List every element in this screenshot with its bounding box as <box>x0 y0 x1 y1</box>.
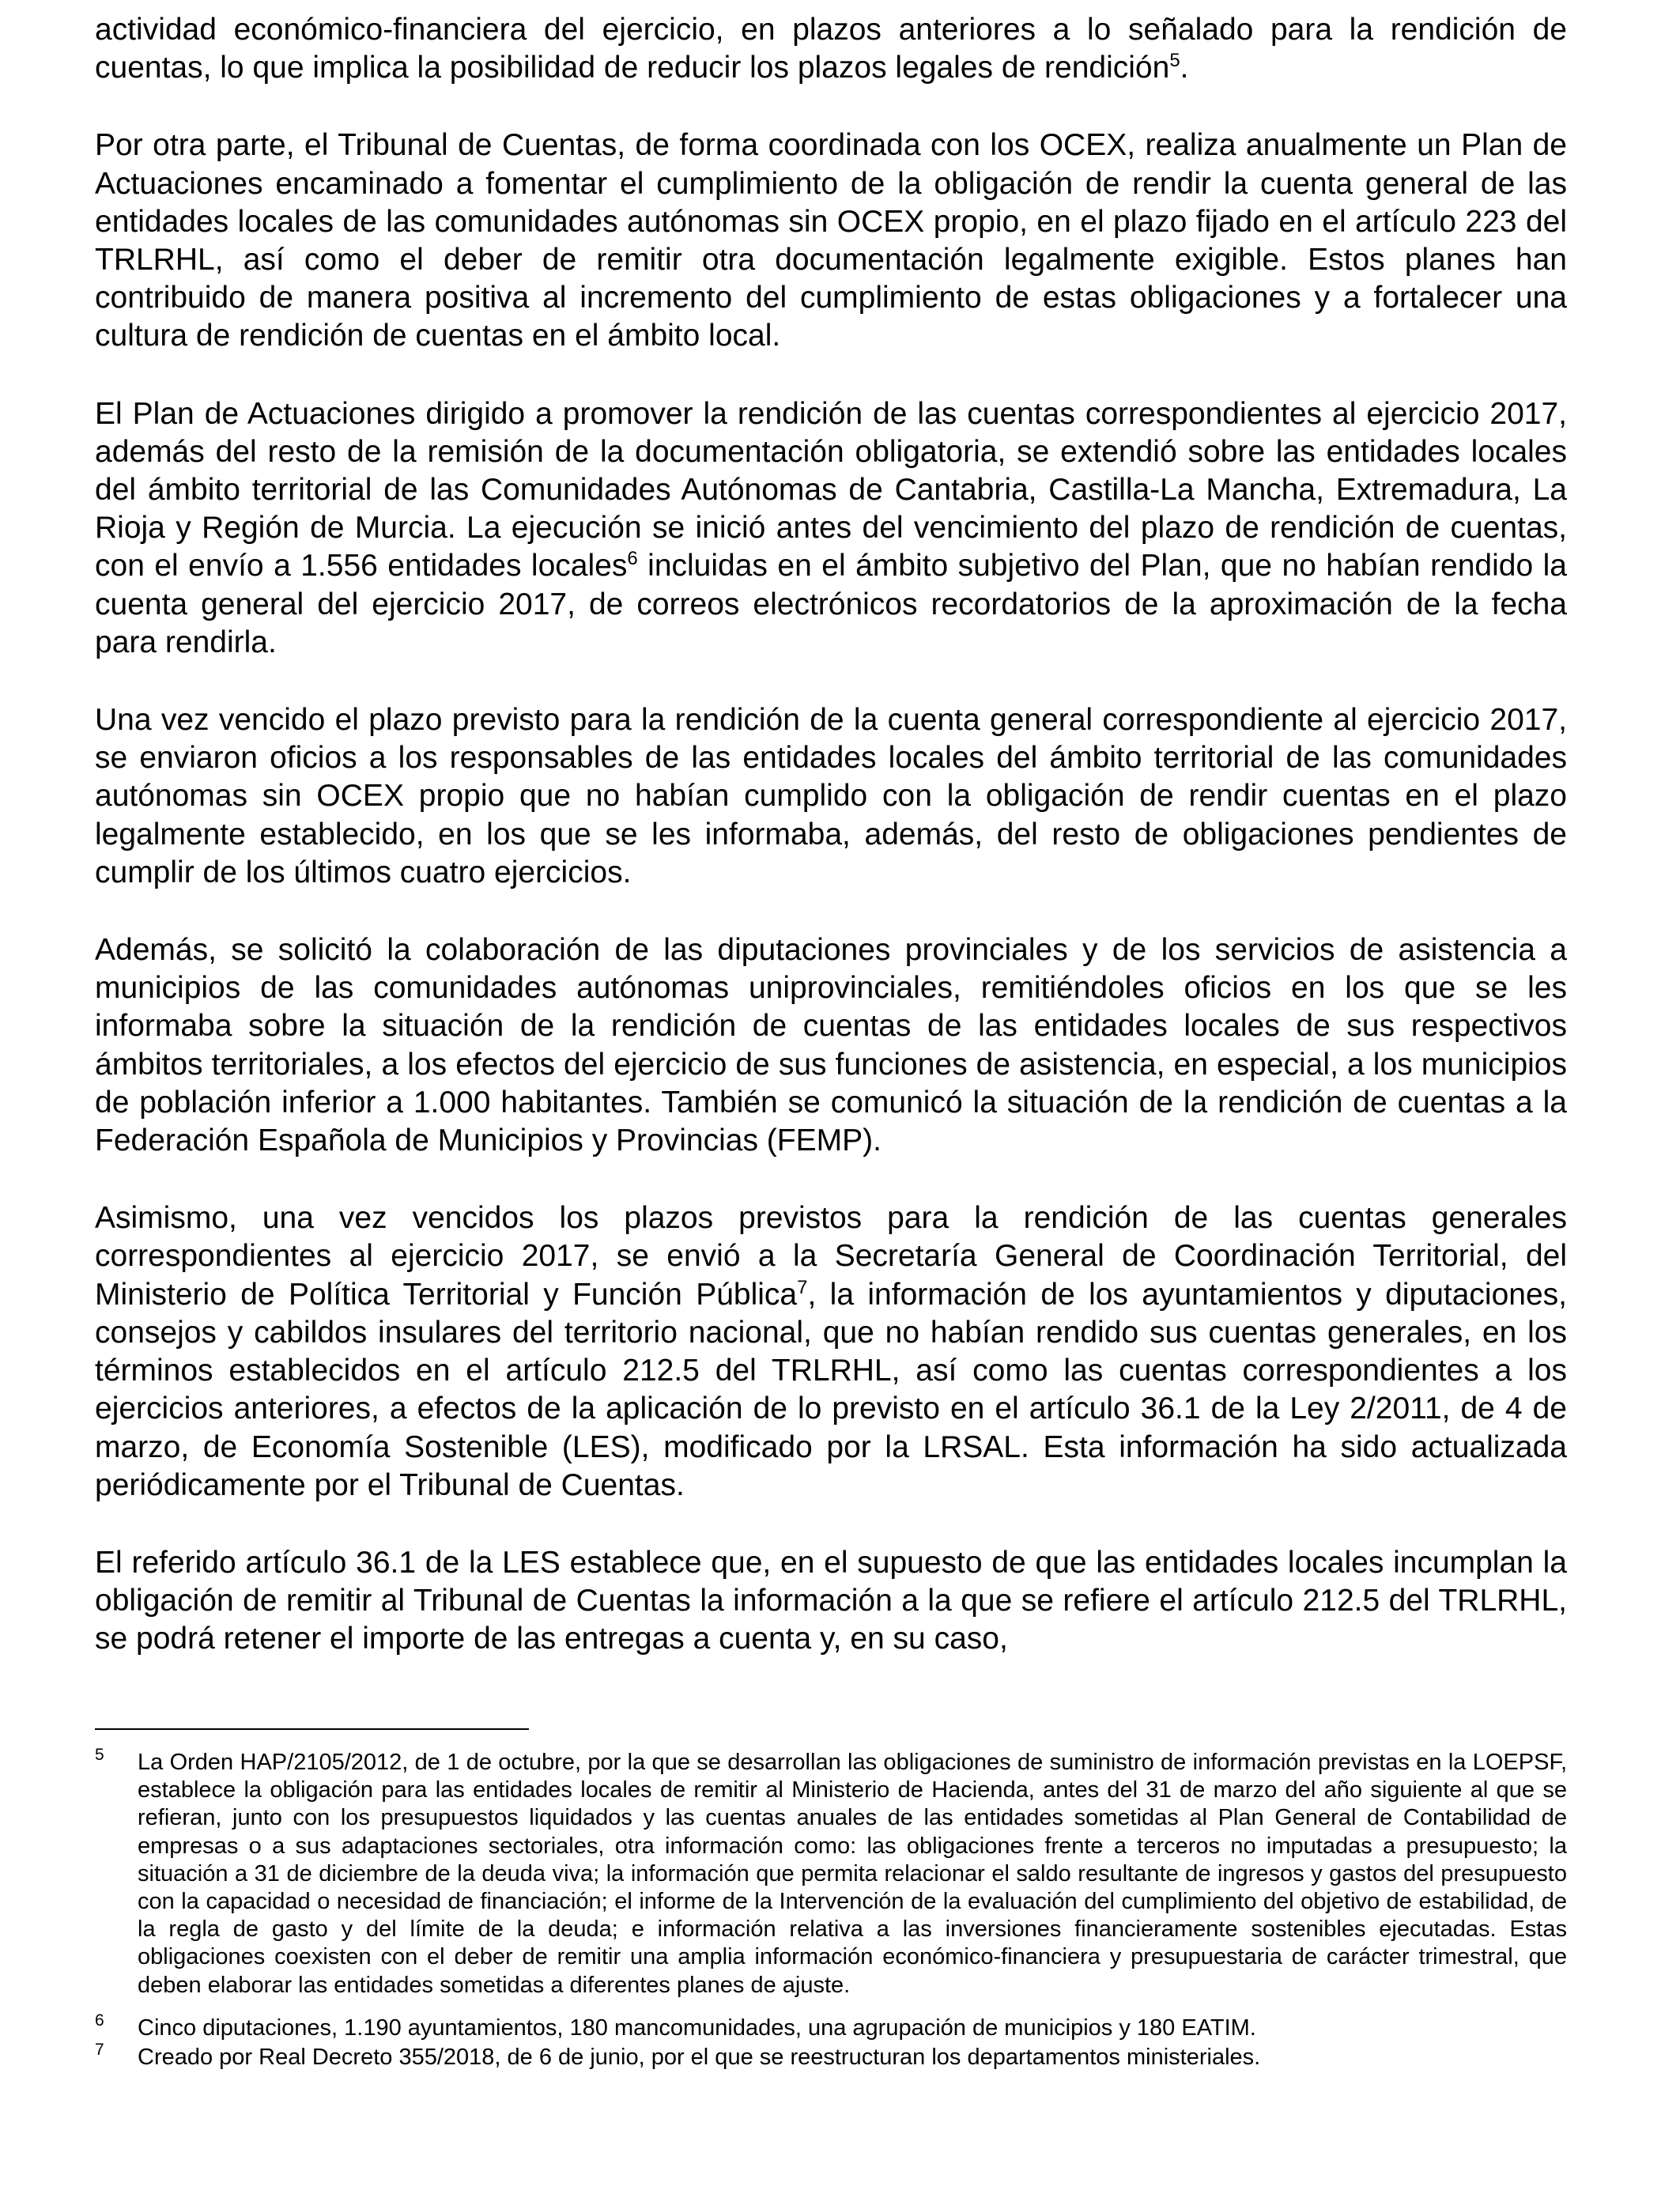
paragraph-6 <box>95 1199 1567 1505</box>
footnote-separator <box>95 1728 529 1730</box>
footnote-6 <box>95 2011 1567 2042</box>
paragraph-6-text: Asimismo, una vez vencidos los plazos previstos para la rendición de las cuentas generales correspondientes al ejercicio 2017, se envió a la Secretaría General de Coordinación Territorial, del Ministerio de Política Territorial y Función Pública <box>95 1201 1567 1312</box>
paragraph-3-text: El Plan de Actuaciones dirigido a promover la rendición de las cuentas correspondientes al ejercicio 2017, además del resto de la remisión de la documentación obligatoria, se extendió sobre las entidades locales del ámbito territorial de las Comunidades Autónomas de Cantabria, Castilla-La Mancha, Extremadura, La Rioja y Región de Murcia. La ejecución se inició antes del vencimiento del plazo de rendición de cuentas, con el envío a 1.556 entidades locales <box>95 396 1567 583</box>
paragraph-1 <box>95 11 1567 87</box>
paragraph-1-tail: . <box>1180 51 1189 85</box>
footnotes <box>95 1746 1567 2071</box>
footnote-text-5: La Orden HAP/2105/2012, de 1 de octubre, por la que se desarrollan las obligaciones de suministro de información previstas en la LOEPSF, establece la obligación para las entidades locales de remitir al Ministerio de Hacienda, antes del 31 de marzo del año siguiente al que se refieran, junto con los presupuestos liquidados y las cuentas anuales de las entidades sometidas al Plan General de Contabilidad de empresas o a sus adaptaciones sectoriales, otra información como: las obligaciones frente a terceros no imputadas a presupuesto; la situación a 31 de diciembre de la deuda viva; la información que permita relacionar el saldo resultante de ingresos y gastos del presupuesto con la capacidad o necesidad de financiación; el informe de la Intervención de la evaluación del cumplimiento del objetivo de estabilidad, de la regla de gasto y del límite de la deuda; e información relativa a las inversiones financieramente sostenibles ejecutadas. Estas obligaciones coexisten con el deber de remitir una amplia información económico-financiera y presupuestaria de carácter trimestral, que deben elaborar las entidades sometidas a diferentes planes de ajuste. <box>138 1750 1567 1998</box>
footnote-number-6: 6 <box>95 2011 104 2030</box>
paragraph-3 <box>95 395 1567 662</box>
paragraph-5: Además, se solicitó la colaboración de las diputaciones provinciales y de los servicios de asistencia a municipios de las comunidades autónomas uniprovinciales, remitiéndoles oficios en los que se les informaba sobre la situación de la rendición de cuentas de las entidades locales de sus respectivos ámbitos territoriales, a los efectos del ejercicio de sus funciones de asistencia, en especial, a los municipios de población inferior a 1.000 habitantes. También se comunicó la situación de la rendición de cuentas a la Federación Española de Municipios y Provincias (FEMP). <box>95 933 1567 1158</box>
paragraph-7: El referido artículo 36.1 de la LES establece que, en el supuesto de que las entidades locales incumplan la obligación de remitir al Tribunal de Cuentas la información a la que se refiere el artículo 212.5 del TRLRHL, se podrá retener el importe de las entregas a cuenta y, en su caso, <box>95 1545 1567 1656</box>
paragraph-2: Por otra parte, el Tribunal de Cuentas, de forma coordinada con los OCEX, realiza anualmente un Plan de Actuaciones encaminado a fomentar el cumplimiento de la obligación de rendir la cuenta general de las entidades locales de las comunidades autónomas sin OCEX propio, en el plazo fijado en el artículo 223 del TRLRHL, así como el deber de remitir otra documentación legalmente exigible. Estos planes han contribuido de manera positiva al incremento del cumplimiento de estas obligaciones y a fortalecer una cultura de rendición de cuentas en el ámbito local. <box>95 128 1567 353</box>
footnote-5 <box>95 1746 1567 2000</box>
paragraph-4: Una vez vencido el plazo previsto para la rendición de la cuenta general correspondiente al ejercicio 2017, se enviaron oficios a los responsables de las entidades locales del ámbito territorial de las comunidades autónomas sin OCEX propio que no habían cumplido con la obligación de rendir cuentas en el plazo legalmente establecido, en los que se les informaba, además, del resto de obligaciones pendientes de cumplir de los últimos cuatro ejercicios. <box>95 703 1567 889</box>
footnote-text-6: Cinco diputaciones, 1.190 ayuntamientos, 180 mancomunidades, una agrupación de municipios y 180 EATIM. <box>138 2015 1256 2041</box>
footnote-ref-5: 5 <box>1169 50 1180 72</box>
paragraph-6-tail: , la información de los ayuntamientos y diputaciones, consejos y cabildos insulares del territorio nacional, que no habían rendido sus cuentas generales, en los términos establecidos en el artículo 212.5 del TRLRHL, así como las cuentas correspondientes a los ejercicios anteriores, a efectos de la aplicación de lo previsto en el artículo 36.1 de la Ley 2/2011, de 4 de marzo, de Economía Sostenible (LES), modificado por la LRSAL. Esta información ha sido actualizada periódicamente por el Tribunal de Cuentas. <box>95 1277 1567 1502</box>
footnote-number-5: 5 <box>95 1746 104 1764</box>
footnote-ref-6: 6 <box>627 548 638 570</box>
paragraph-1-text: actividad económico-financiera del ejercicio, en plazos anteriores a lo señalado para la rendición de cuentas, lo que implica la posibilidad de reducir los plazos legales de rendición <box>95 13 1567 85</box>
footnote-ref-7: 7 <box>797 1276 808 1298</box>
footnote-number-7: 7 <box>95 2041 104 2060</box>
document-body <box>95 11 1567 1698</box>
footnote-7 <box>95 2041 1567 2071</box>
footnote-text-7: Creado por Real Decreto 355/2018, de 6 de junio, por el que se reestructuran los departamentos ministeriales. <box>138 2045 1261 2071</box>
paragraph-3-tail: incluidas en el ámbito subjetivo del Plan, que no habían rendido la cuenta general del ejercicio 2017, de correos electrónicos recordatorios de la aproximación de la fecha para rendirla. <box>95 549 1567 659</box>
